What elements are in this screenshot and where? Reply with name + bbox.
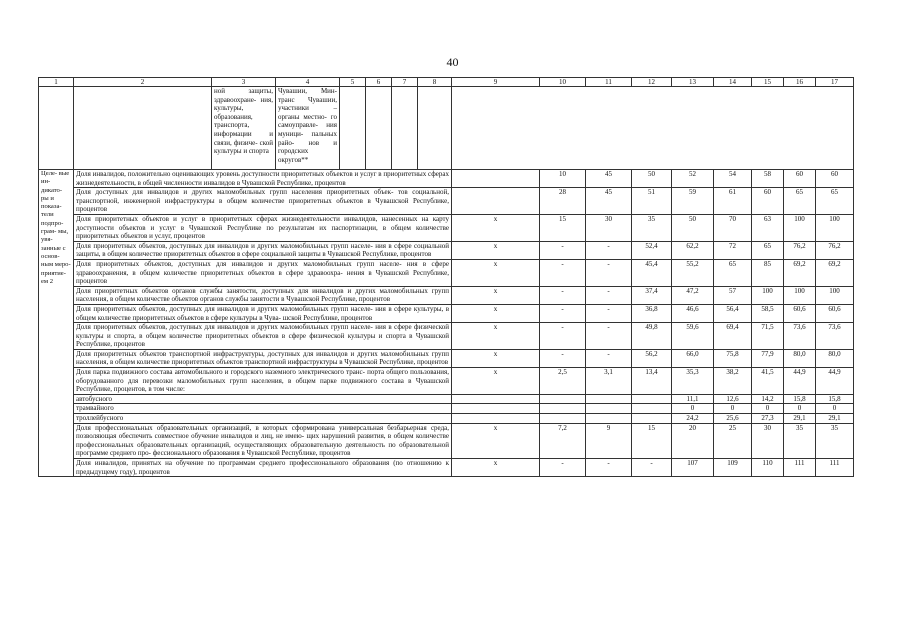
value-c9: х	[452, 304, 540, 322]
value-c10	[540, 404, 586, 414]
continuation-row	[39, 87, 854, 170]
value-c11: -	[586, 259, 632, 286]
value-c16: 29,1	[784, 414, 816, 424]
value-c9: х	[452, 323, 540, 350]
value-c11: -	[586, 459, 632, 477]
value-c15: 85	[752, 259, 784, 286]
value-c15: 63	[752, 214, 784, 241]
value-c14: 25	[714, 423, 752, 458]
value-c12: 35	[632, 214, 672, 241]
value-c17: 35	[816, 423, 854, 458]
value-c12: 13,4	[632, 368, 672, 395]
column-number: 17	[816, 78, 854, 87]
value-c17: 15,8	[816, 394, 854, 404]
value-c12: 50	[632, 170, 672, 188]
value-c11: 45	[586, 170, 632, 188]
table-row	[39, 304, 854, 322]
value-c12: -	[632, 459, 672, 477]
indicator-name: Доля приоритетных объектов, доступных для инвалидов и других маломобильных групп населе- ния в сфере физической культуры и спорта, в общем количестве приоритетных объектов в сфере физической культуры и спорта в Чувашской Республике, процентов	[74, 323, 452, 350]
value-c10	[540, 394, 586, 404]
value-c17: 100	[816, 286, 854, 304]
value-c16: 35	[784, 423, 816, 458]
value-c17: 60	[816, 170, 854, 188]
value-c16: 111	[784, 459, 816, 477]
value-c10: 2,5	[540, 368, 586, 395]
value-c14: 109	[714, 459, 752, 477]
value-c15: 41,5	[752, 368, 784, 395]
column-number: 9	[452, 78, 540, 87]
value-c14: 54	[714, 170, 752, 188]
value-c15: 65	[752, 241, 784, 259]
value-c12: 37,4	[632, 286, 672, 304]
column-number: 6	[366, 78, 392, 87]
column-number: 16	[784, 78, 816, 87]
table-row	[39, 259, 854, 286]
indicator-name: Доля парка подвижного состава автомобильного и городского наземного электрического транс- порта общего пользования, оборудованного для перевозки маломобильных групп населения, в общем парке подвижного состава в Чувашской Республике, процентов, в том числе:	[74, 368, 452, 395]
indicator-name: Доля приоритетных объектов транспортной инфраструктуры, доступных для инвалидов и других маломобильных групп населения, в общем количестве приоритетных объектов транспортной инфраструктуры в Чувашской Республике, процентов	[74, 349, 452, 367]
column-number: 11	[586, 78, 632, 87]
value-c15: 27,3	[752, 414, 784, 424]
value-c10: 15	[540, 214, 586, 241]
value-c17: 0	[816, 404, 854, 414]
value-c13: 47,2	[672, 286, 714, 304]
value-c13: 46,6	[672, 304, 714, 322]
value-c13: 24,2	[672, 414, 714, 424]
value-c12	[632, 404, 672, 414]
value-c13: 52	[672, 170, 714, 188]
value-c14: 65	[714, 259, 752, 286]
value-c14: 56,4	[714, 304, 752, 322]
column-number: 1	[39, 78, 74, 87]
value-c17: 29,1	[816, 414, 854, 424]
value-c15: 58	[752, 170, 784, 188]
indicator-name: трамвайного	[74, 404, 452, 414]
value-c17: 80,0	[816, 349, 854, 367]
table-row	[39, 214, 854, 241]
indicator-name: автобусного	[74, 394, 452, 404]
value-c16: 15,8	[784, 394, 816, 404]
value-c11: -	[586, 286, 632, 304]
value-c16: 60,6	[784, 304, 816, 322]
value-c16: 100	[784, 286, 816, 304]
table-row	[39, 170, 854, 188]
column-number-row	[39, 78, 854, 87]
value-c9: х	[452, 259, 540, 286]
indicator-name: Доля приоритетных объектов, доступных для инвалидов и других маломобильных групп населе- ния в сфере здравоохранения, в общем количестве приоритетных объектов в сфере здравоохра- нения в Чувашской Республике, процентов	[74, 259, 452, 286]
value-c15: 58,5	[752, 304, 784, 322]
value-c15: 60	[752, 188, 784, 215]
value-c14: 61	[714, 188, 752, 215]
indicator-name: Доля профессиональных образовательных организаций, в которых сформирована универсальная безбарьерная среда, позволяющая обеспечить совместное обучение инвалидов и лиц, не имею- щих нарушений развития, в общем количестве профессиональных образовательных организаций, осуществляющих образовательную деятельность по образовательной программе среднего про- фессионального образования в Чувашской Республике, процентов	[74, 423, 452, 458]
value-c9	[452, 394, 540, 404]
value-c17: 100	[816, 214, 854, 241]
value-c11	[586, 414, 632, 424]
table-row	[39, 349, 854, 367]
value-c14: 25,6	[714, 414, 752, 424]
table-row	[39, 188, 854, 215]
value-c12: 36,8	[632, 304, 672, 322]
value-c11: 3,1	[586, 368, 632, 395]
participants-cell: Чувашии, Мин- транс Чувашии, участники – органы местно- го самоуправле- ния муници- пальных райо- нов и городских округов**	[276, 87, 340, 170]
value-c10: -	[540, 259, 586, 286]
value-c10: -	[540, 241, 586, 259]
value-c9	[452, 404, 540, 414]
indicators-table	[38, 77, 854, 477]
value-c15: 14,2	[752, 394, 784, 404]
value-c17: 65	[816, 188, 854, 215]
value-c9: х	[452, 241, 540, 259]
value-c10	[540, 414, 586, 424]
indicator-name: Доля приоритетных объектов, доступных для инвалидов и других маломобильных групп населе- ния в сфере социальной защиты, в общем количестве приоритетных объектов в сфере социальной защиты в Чувашской Республике, процентов	[74, 241, 452, 259]
column-number: 5	[340, 78, 366, 87]
value-c16: 73,6	[784, 323, 816, 350]
value-c15: 71,5	[752, 323, 784, 350]
value-c13: 66,0	[672, 349, 714, 367]
value-c16: 44,9	[784, 368, 816, 395]
value-c11: -	[586, 241, 632, 259]
value-c11: 45	[586, 188, 632, 215]
value-c12: 52,4	[632, 241, 672, 259]
value-c15: 110	[752, 459, 784, 477]
value-c16: 80,0	[784, 349, 816, 367]
indicator-name: Доля приоритетных объектов органов службы занятости, доступных для инвалидов и других маломобильных групп населения, в общем количестве объектов органов службы занятости в Чувашской Республике, процентов	[74, 286, 452, 304]
value-c14: 75,8	[714, 349, 752, 367]
table-row	[39, 323, 854, 350]
column-number: 12	[632, 78, 672, 87]
table-row	[39, 286, 854, 304]
value-c12: 56,2	[632, 349, 672, 367]
value-c16: 0	[784, 404, 816, 414]
value-c13: 55,2	[672, 259, 714, 286]
column-number: 3	[212, 78, 276, 87]
value-c12	[632, 394, 672, 404]
value-c17: 76,2	[816, 241, 854, 259]
value-c11: 30	[586, 214, 632, 241]
value-c10: -	[540, 323, 586, 350]
table-row	[39, 414, 854, 424]
value-c13: 0	[672, 404, 714, 414]
table-row	[39, 459, 854, 477]
value-c10: 10	[540, 170, 586, 188]
column-number: 8	[418, 78, 452, 87]
value-c9	[452, 188, 540, 215]
value-c10: -	[540, 349, 586, 367]
value-c10: 28	[540, 188, 586, 215]
value-c17: 69,2	[816, 259, 854, 286]
value-c16: 100	[784, 214, 816, 241]
value-c15: 30	[752, 423, 784, 458]
table-row	[39, 394, 854, 404]
value-c14: 69,4	[714, 323, 752, 350]
column-number: 15	[752, 78, 784, 87]
value-c13: 59	[672, 188, 714, 215]
value-c9: х	[452, 423, 540, 458]
table-row	[39, 368, 854, 395]
value-c11: -	[586, 349, 632, 367]
value-c12: 51	[632, 188, 672, 215]
table-row	[39, 423, 854, 458]
value-c16: 76,2	[784, 241, 816, 259]
value-c14: 57	[714, 286, 752, 304]
value-c10: -	[540, 286, 586, 304]
value-c11: 9	[586, 423, 632, 458]
value-c17: 60,6	[816, 304, 854, 322]
value-c9: х	[452, 459, 540, 477]
value-c16: 69,2	[784, 259, 816, 286]
value-c10: -	[540, 304, 586, 322]
column-number: 10	[540, 78, 586, 87]
value-c9	[452, 414, 540, 424]
value-c9: х	[452, 368, 540, 395]
value-c13: 107	[672, 459, 714, 477]
value-c16: 60	[784, 170, 816, 188]
value-c13: 20	[672, 423, 714, 458]
value-c14: 72	[714, 241, 752, 259]
value-c9	[452, 170, 540, 188]
value-c9: х	[452, 349, 540, 367]
value-c14: 0	[714, 404, 752, 414]
table-row	[39, 241, 854, 259]
value-c17: 44,9	[816, 368, 854, 395]
page-number: 40	[446, 55, 459, 69]
value-c13: 11,1	[672, 394, 714, 404]
value-c17: 73,6	[816, 323, 854, 350]
indicator-name: Доля приоритетных объектов, доступных для инвалидов и других маломобильных групп населе- ния в сфере культуры, в общем количестве приоритетных объектов в сфере культуры в Чува- шской Республике, процентов	[74, 304, 452, 322]
value-c14: 12,6	[714, 394, 752, 404]
target-indicators-label: Целе- вые ин- дикато- ры и показа- тели подпро- грам- мы, увя- занные с основ- ным меро- приятие- ем 2	[39, 170, 74, 477]
column-number: 4	[276, 78, 340, 87]
indicator-name: Доля приоритетных объектов и услуг в приоритетных сферах жизнедеятельности инвалидов, нанесенных на карту доступности объектов и услуг в Чувашской Республике по результатам их паспортизации, в общем количестве приоритетных объектов и услуг, процентов	[74, 214, 452, 241]
column-number: 2	[74, 78, 212, 87]
column-number: 14	[714, 78, 752, 87]
value-c15: 0	[752, 404, 784, 414]
value-c13: 35,3	[672, 368, 714, 395]
value-c13: 62,2	[672, 241, 714, 259]
value-c9: х	[452, 286, 540, 304]
column-number: 13	[672, 78, 714, 87]
value-c11	[586, 404, 632, 414]
value-c13: 59,6	[672, 323, 714, 350]
indicator-name: Доля доступных для инвалидов и других маломобильных групп населения приоритетных объек- тов социальной, транспортной, инженерной инфраструктуры в общем количестве приоритетных объектов в Чувашской Республике, процентов	[74, 188, 452, 215]
value-c14: 38,2	[714, 368, 752, 395]
value-c12	[632, 414, 672, 424]
value-c12: 45,4	[632, 259, 672, 286]
value-c11	[586, 394, 632, 404]
indicator-name: Доля инвалидов, положительно оценивающих уровень доступности приоритетных объектов и услуг в приоритетных сферах жизнедеятельности, в общей численности инвалидов в Чувашской Республике, процентов	[74, 170, 452, 188]
value-c15: 77,9	[752, 349, 784, 367]
value-c11: -	[586, 304, 632, 322]
value-c10: -	[540, 459, 586, 477]
value-c14: 70	[714, 214, 752, 241]
executors-cell: ной защиты, здравоохране- ния, культуры, образования, транспорта, информации и связи, физиче- ской культуры и спорта	[212, 87, 276, 170]
value-c13: 50	[672, 214, 714, 241]
value-c12: 15	[632, 423, 672, 458]
value-c12: 49,8	[632, 323, 672, 350]
value-c10: 7,2	[540, 423, 586, 458]
value-c16: 65	[784, 188, 816, 215]
column-number: 7	[392, 78, 418, 87]
value-c17: 111	[816, 459, 854, 477]
indicator-name: Доля инвалидов, принятых на обучение по программам среднего профессионального образования (по отношению к предыдущему году), процентов	[74, 459, 452, 477]
value-c11: -	[586, 323, 632, 350]
value-c15: 100	[752, 286, 784, 304]
indicator-name: троллейбусного	[74, 414, 452, 424]
table-row	[39, 404, 854, 414]
value-c9: х	[452, 214, 540, 241]
